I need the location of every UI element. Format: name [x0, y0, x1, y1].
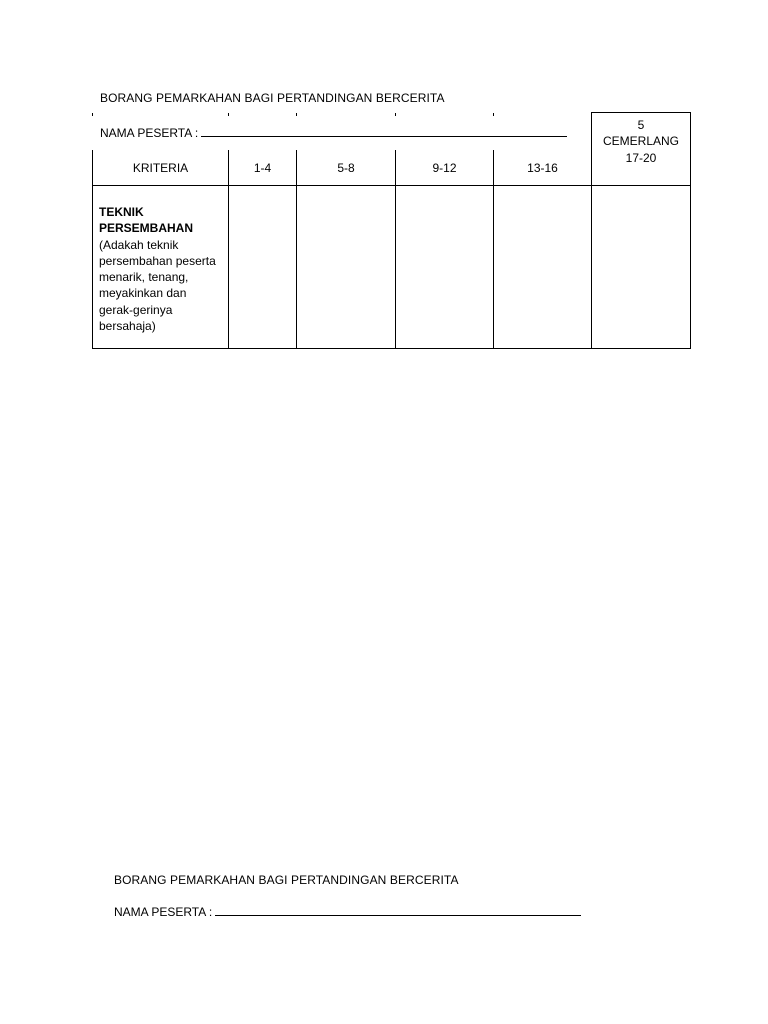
- form-title-second: BORANG PEMARKAHAN BAGI PERTANDINGAN BERCERITA: [114, 873, 459, 887]
- participant-name-field-second[interactable]: [114, 903, 581, 919]
- participant-name-label: NAMA PESERTA :: [100, 126, 199, 140]
- header-range-1-4: 1-4: [229, 150, 297, 186]
- form-title: BORANG PEMARKAHAN BAGI PERTANDINGAN BERCERITA: [100, 91, 445, 105]
- criterion-title: TEKNIK PERSEMBAHAN: [99, 205, 194, 236]
- score-cell-5-8[interactable]: [297, 186, 396, 349]
- score-table: [92, 112, 691, 349]
- header-level-number: 5: [637, 118, 645, 132]
- header-range-5-8: 5-8: [297, 150, 396, 186]
- score-cell-13-16[interactable]: [494, 186, 592, 349]
- header-excellent-level: [592, 113, 691, 151]
- header-level-label: CEMERLANG: [602, 134, 679, 148]
- participant-name-blank-second[interactable]: [215, 903, 581, 916]
- participant-name-label-second: NAMA PESERTA :: [114, 905, 213, 919]
- header-criteria: KRITERIA: [93, 150, 229, 186]
- table-row: [93, 186, 691, 349]
- score-cell-17-20[interactable]: [592, 186, 691, 349]
- header-range-9-12: 9-12: [396, 150, 494, 186]
- header-range-13-16: 13-16: [494, 150, 592, 186]
- score-cell-9-12[interactable]: [396, 186, 494, 349]
- header-range-17-20: 17-20: [592, 150, 691, 186]
- score-cell-1-4[interactable]: [229, 186, 297, 349]
- criterion-cell: [93, 186, 229, 349]
- criterion-description: (Adakah teknik persembahan peserta menarik, tenang, meyakinkan dan gerak-gerinya bersahaja): [99, 237, 216, 334]
